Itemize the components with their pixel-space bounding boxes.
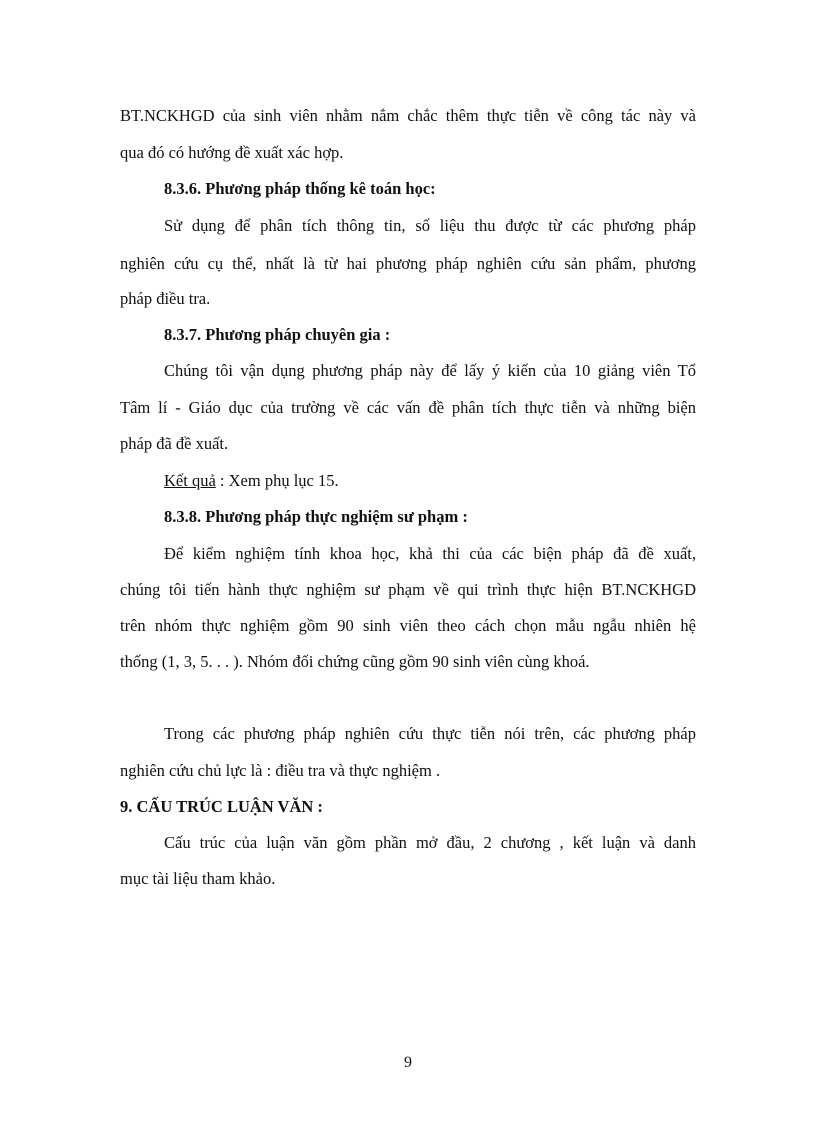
section-9-line-2: mục tài liệu tham khảo. [120,869,276,888]
section-9-heading: 9. CẤU TRÚC LUẬN VĂN : [120,797,323,816]
section-836-line-3: pháp điều tra. [120,289,211,308]
section-838-line-4: thống (1, 3, 5. . . ). Nhóm đối chứng cũng gồm 90 sinh viên cùng khoá. [120,652,590,671]
result-text: : Xem phụ lục 15. [215,471,339,490]
section-837-result [164,471,696,491]
section-9-line-1: Cấu trúc của luận văn gồm phần mở đầu, 2 chương , kết luận và danh [164,833,696,852]
section-838-line-3: trên nhóm thực nghiệm gồm 90 sinh viên theo cách chọn mẫu ngẫu nhiên hệ [120,616,696,635]
section-838-heading: 8.3.8. Phương pháp thực nghiệm sư phạm : [164,507,468,526]
result-label: Kết quả [164,471,216,490]
section-836-heading: 8.3.6. Phương pháp thống kê toán học: [164,179,436,198]
intro-line-1: BT.NCKHGD của sinh viên nhằm nắm chắc thêm thực tiễn về công tác này và [120,106,696,125]
section-838-line-2: chúng tôi tiến hành thực nghiệm sư phạm về qui trình thực hiện BT.NCKHGD [120,580,696,599]
section-837-line-2: Tâm lí - Giáo dục của trường về các vấn đề phân tích thực tiễn và những biện [120,398,696,417]
intro-line-2: qua đó có hướng đề xuất xác hợp. [120,143,344,162]
section-837-heading: 8.3.7. Phương pháp chuyên gia : [164,325,391,344]
section-837-line-1: Chúng tôi vận dụng phương pháp này để lấy ý kiến của 10 giảng viên Tổ [164,361,696,380]
summary-line-2: nghiên cứu chủ lực là : điều tra và thực nghiệm . [120,761,441,780]
section-836-line-2: nghiên cứu cụ thể, nhất là từ hai phương pháp nghiên cứu sản phẩm, phương [120,254,696,273]
section-837-line-3: pháp đã đề xuất. [120,434,229,453]
section-836-line-1: Sử dụng để phân tích thông tin, số liệu thu được từ các phương pháp [164,216,696,235]
summary-line-1: Trong các phương pháp nghiên cứu thực tiễn nói trên, các phương pháp [164,724,696,743]
page-number: 9 [404,1054,412,1071]
section-838-line-1: Để kiểm nghiệm tính khoa học, khả thi của các biện pháp đã đề xuất, [164,544,696,563]
